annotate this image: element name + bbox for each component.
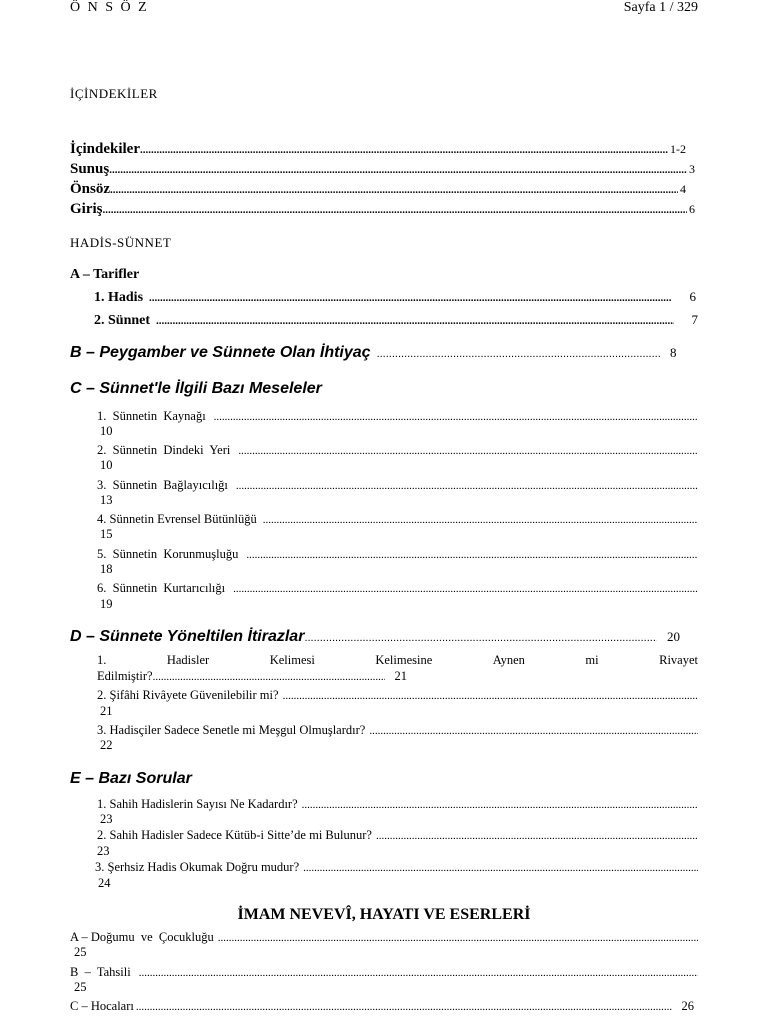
toc-entry-imam-b[interactable] [70,965,698,980]
toc-entry-sunus[interactable] [70,161,695,178]
toc-entry-page: 10 [100,458,113,472]
leader-dots [109,164,687,176]
toc-entry-d3[interactable] [97,723,698,738]
toc-entry-c4[interactable] [97,512,698,527]
leader-dots [103,204,688,216]
toc-entry-page: 20 [667,629,680,644]
leader-dots [218,932,698,944]
toc-entry-label: 1. Hadis [94,290,144,305]
toc-entry-page: 25 [74,945,87,959]
toc-entry-section-d[interactable] [70,628,680,646]
toc-entry-label: 2. Şifâhi Rivâyete Güvenilebilir mi? [97,688,279,702]
toc-entry-label: 2. Sünnet [94,313,151,328]
toc-entry-e3[interactable] [95,860,698,875]
toc-entry-label: 1. Sahih Hadislerin Sayısı Ne Kadardır? [97,797,298,811]
leader-dots [153,671,385,683]
toc-entry-label: 3. Sünnetin Bağlayıcılığı [97,478,228,492]
leader-dots [233,583,698,595]
toc-entry-label: 3. Hadisçiler Sadece Senetle mi Meşgul Olmuşlardır? [97,723,366,737]
toc-entry-d2[interactable] [97,688,698,703]
toc-entry-c5[interactable] [97,547,698,562]
toc-entry-d1-line1[interactable] [97,653,698,668]
toc-entry-page: 19 [100,597,113,611]
section-c-heading: C – Sünnet'le İlgili Bazı Meseleler [70,380,322,397]
toc-entry-hadis[interactable] [94,289,696,306]
toc-entry-e2[interactable] [97,828,698,843]
word: mi [585,653,599,667]
toc-entry-label: Edilmiştir? [97,669,153,683]
toc-entry-page: 10 [100,424,113,438]
tarifler-label: A – Tarifler [70,267,140,282]
toc-entry-label: 1. Sünnetin Kaynağı [97,409,206,423]
section-e-heading: E – Bazı Sorular [70,770,192,787]
toc-entry-label: Önsöz [70,181,111,197]
leader-dots [263,514,698,526]
leader-dots [303,862,698,874]
leader-dots [214,411,698,423]
toc-entry-label: 2. Sünnetin Dindeki Yeri [97,443,231,457]
leader-dots [156,315,674,327]
toc-entry-page: 6 [689,202,695,216]
toc-entry-giris[interactable] [70,201,695,218]
leader-dots [302,799,698,811]
toc-entry-c2[interactable] [97,443,698,458]
toc-entry-label: 2. Sahih Hadisler Sadece Kütüb-i Sitte’de mi Bulunur? [97,828,372,842]
toc-entry-page: 6 [689,289,696,304]
leader-dots [238,445,698,457]
toc-entry-page: 26 [681,999,694,1013]
leader-dots [376,830,698,842]
toc-entry-e1[interactable] [97,797,698,812]
toc-entry-label: Giriş [70,201,103,217]
toc-entry-c3[interactable] [97,478,698,493]
header-left: Ö N S Ö Z [70,0,149,15]
leader-dots [283,690,698,702]
toc-title: İÇİNDEKİLER [70,86,158,101]
toc-entry-page: 23 [100,812,113,826]
toc-entry-label: C – Hocaları [70,999,134,1013]
toc-entry-page: 18 [100,562,113,576]
page-indicator: Sayfa 1 / 329 [623,0,698,15]
leader-dots [236,480,698,492]
toc-entry-imam-c[interactable] [70,999,694,1014]
toc-entry-section-b[interactable] [70,344,682,362]
toc-entry-d1-line2[interactable] [97,669,407,684]
toc-entry-label: A – Doğumu ve Çocukluğu [70,930,214,944]
toc-entry-label: B – Peygamber ve Sünnete Olan İhtiyaç [70,344,371,361]
toc-entry-page: 1-2 [670,142,686,156]
toc-entry-c1[interactable] [97,409,698,424]
toc-entry-page: 13 [100,493,113,507]
toc-entry-label: 4. Sünnetin Evrensel Bütünlüğü [97,512,257,526]
leader-dots [369,725,698,737]
leader-dots [139,967,698,979]
leader-dots [140,144,668,156]
toc-entry-page: 7 [691,312,698,327]
toc-entry-page: 23 [97,844,110,858]
toc-entry-c6[interactable] [97,581,698,596]
toc-entry-onsoz[interactable] [70,181,686,198]
toc-entry-page: 8 [670,345,677,360]
leader-dots [246,549,698,561]
word: 1. [97,653,107,667]
leader-dots [149,292,672,304]
leader-dots [110,184,678,196]
section-heading-hadis-sunnet: HADİS-SÜNNET [70,235,172,250]
toc-entry-label: Sunuş [70,161,110,177]
toc-entry-label: 5. Sünnetin Korunmuşluğu [97,547,239,561]
toc-entry-label: 6. Sünnetin Kurtarıcılığı [97,581,226,595]
toc-entry-label: D – Sünnete Yöneltilen İtirazlar [70,628,305,645]
section-heading-imam-nevevi: İMAM NEVEVÎ, HAYATI VE ESERLERİ [237,906,531,923]
toc-entry-page: 25 [74,980,87,994]
toc-entry-page: 24 [98,876,111,890]
toc-entry-page: 21 [100,704,113,718]
toc-entry-page: 3 [689,162,695,176]
toc-entry-page: 22 [100,738,113,752]
toc-entry-imam-a[interactable] [70,930,698,945]
toc-entry-page: 15 [100,527,113,541]
word: Hadisler [166,653,210,667]
toc-entry-page: 4 [680,182,686,196]
toc-entry-page: 21 [394,669,407,683]
word: Rivayet [659,653,698,667]
word: Aynen [492,653,525,667]
word: Kelimesi [269,653,315,667]
word: Kelimesine [375,653,433,667]
toc-entry-label: B – Tahsili [70,965,131,979]
toc-entry-icindekiler[interactable] [70,141,686,158]
leader-dots [304,632,657,644]
toc-entry-label: İçindekiler [70,141,140,157]
leader-dots [377,348,660,360]
toc-entry-sunnet[interactable] [94,312,698,329]
leader-dots [136,1001,672,1013]
toc-entry-label: 3. Şerhsiz Hadis Okumak Doğru mudur? [95,860,300,874]
